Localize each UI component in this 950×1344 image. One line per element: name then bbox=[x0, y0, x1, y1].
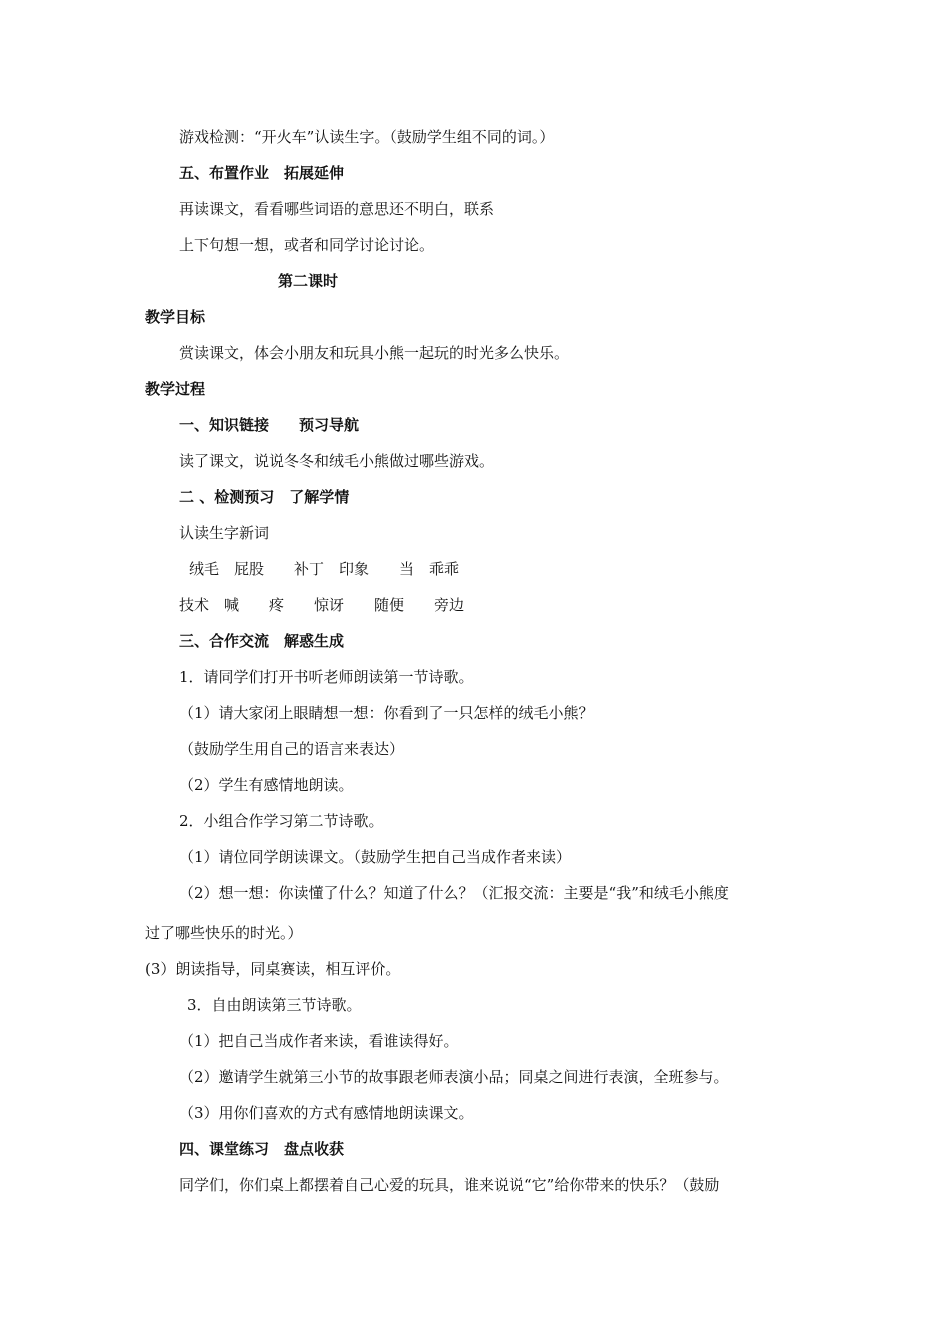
word-list-1: 绒毛 屁股 补丁 印象 当 乖乖 bbox=[189, 560, 460, 578]
step-2: 2．小组合作学习第二节诗歌。 bbox=[179, 812, 384, 830]
new-words-label: 认读生字新词 bbox=[179, 524, 270, 542]
section-heading-knowledge-link: 一、知识链接 预习导航 bbox=[179, 416, 360, 434]
section-heading-homework: 五、布置作业 拓展延伸 bbox=[179, 164, 345, 182]
step-3-2: （2）邀请学生就第三小节的故事跟老师表演小品；同桌之间进行表演，全班参与。 bbox=[179, 1068, 729, 1086]
word-list-2: 技术 喊 疼 惊讶 随便 旁边 bbox=[179, 596, 465, 614]
section-heading-cooperation: 三、合作交流 解惑生成 bbox=[179, 632, 345, 650]
step-2-3: (3）朗读指导，同桌赛读，相互评价。 bbox=[145, 960, 401, 978]
goals-text: 赏读课文，体会小朋友和玩具小熊一起玩的时光多么快乐。 bbox=[179, 344, 570, 362]
step-1-note: （鼓励学生用自己的语言来表达） bbox=[179, 740, 405, 758]
step-3-3: （3）用你们喜欢的方式有感情地朗读课文。 bbox=[179, 1104, 474, 1122]
lesson-title: 第二课时 bbox=[278, 272, 339, 290]
homework-text-1: 再读课文，看看哪些词语的意思还不明白，联系 bbox=[179, 200, 495, 218]
step-2-2-cont: 过了哪些快乐的时光。） bbox=[145, 924, 303, 942]
section-heading-practice: 四、课堂练习 盘点收获 bbox=[179, 1140, 345, 1158]
practice-text: 同学们，你们桌上都摆着自己心爱的玩具，谁来说说“它”给你带来的快乐？（鼓励 bbox=[179, 1176, 720, 1194]
step-3: 3．自由朗读第三节诗歌。 bbox=[187, 996, 362, 1014]
homework-text-2: 上下句想一想，或者和同学讨论讨论。 bbox=[179, 236, 435, 254]
step-2-1: （1）请位同学朗读课文。（鼓励学生把自己当成作者来读） bbox=[179, 848, 572, 866]
step-3-1: （1）把自己当成作者来读，看谁读得好。 bbox=[179, 1032, 459, 1050]
step-2-2: （2）想一想：你读懂了什么？知道了什么？（汇报交流：主要是“我”和绒毛小熊度 bbox=[179, 884, 729, 902]
game-check-line: 游戏检测：“开火车”认读生字。（鼓励学生组不同的词。） bbox=[179, 128, 555, 146]
heading-teaching-process: 教学过程 bbox=[145, 380, 206, 398]
step-1-2: （2）学生有感情地朗读。 bbox=[179, 776, 354, 794]
knowledge-text: 读了课文，说说冬冬和绒毛小熊做过哪些游戏。 bbox=[179, 452, 495, 470]
section-heading-check-preview: 二 、检测预习 了解学情 bbox=[179, 488, 350, 506]
step-1: 1．请同学们打开书听老师朗读第一节诗歌。 bbox=[179, 668, 474, 686]
step-1-1: （1）请大家闭上眼睛想一想：你看到了一只怎样的绒毛小熊？ bbox=[179, 704, 594, 722]
heading-teaching-goals: 教学目标 bbox=[145, 308, 206, 326]
